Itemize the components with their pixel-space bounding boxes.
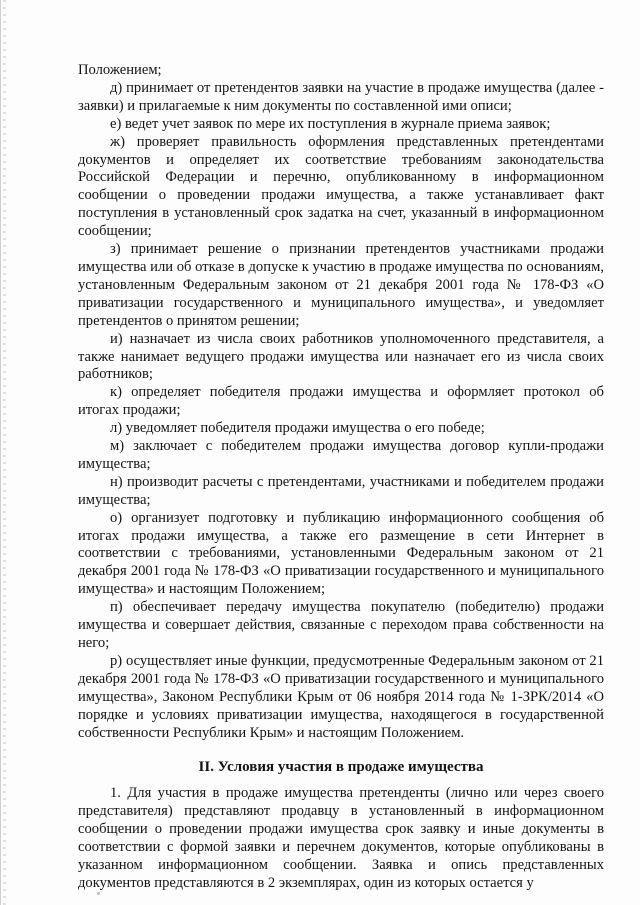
- paragraph: п) обеспечивает передачу имущества покупателю (победителю) продажи имущества и совершает действия, связанные с переходом права собственности на него;: [78, 599, 604, 651]
- section-heading: II. Условия участия в продаже имущества: [198, 759, 484, 776]
- paragraph: м) заключает с победителем продажи имущества договор купли-продажи имущества;: [78, 438, 604, 472]
- paragraph: н) производит расчеты с претендентами, участниками и победителем продажи имущества;: [78, 473, 604, 508]
- paragraph: о) организует подготовку и публикацию информационного сообщения об итогах продажи имущества, а также его размещение в сети Интернет в соответствии с требованиями, установленными Федеральным законом от 21 декабря 2001 года № 178-ФЗ «О приватизации государственного и муниципального имущества» и настоящим Положением;: [78, 509, 604, 598]
- paragraph: л) уведомляет победителя продажи имущества о его победе;: [110, 420, 485, 437]
- paragraph: и) назначает из числа своих работников уполномоченного представителя, а также нанимает ведущего продажи имущества или назначает его из числа своих работников;: [78, 330, 604, 383]
- scan-speck: [97, 892, 100, 895]
- paragraph: 1. Для участия в продаже имущества претенденты (лично или через своего представителя) представляют продавцу в установленный в информационном сообщении о проведении продажи имущества срок заявку и иные документы в соответствии с формой заявки и перечнем документов, которые опубликованы в указанном информационном сообщении. Заявка и опись представленных документов представляются в 2 экземплярах, один из которых остается у: [78, 785, 604, 891]
- paragraph: р) осуществляет иные функции, предусмотренные Федеральным законом от 21 декабря 2001 года № 178-ФЗ «О приватизации государственного и муниципального имущества», Законом Республики Крым от 06 ноября 2014 года № 1-ЗРК/2014 «О порядке и условиях приватизации имущества, находящегося в государственной собственности Республики Крым» и настоящим Положением.: [78, 652, 604, 741]
- document-body: [78, 62, 604, 893]
- paragraph: Положением;: [78, 62, 162, 78]
- paragraph: з) принимает решение о признании претендентов участниками продажи имущества или об отказе в допуске к участию в продаже имущества по основаниям, установленным Федеральным законом от 21 декабря 2001 года № 178-ФЗ «О приватизации государственного и муниципального имущества», и уведомляет претендентов о принятом решении;: [78, 241, 604, 329]
- paragraph: ж) проверяет правильность оформления представленных претендентами документов и определяет их соответствие требованиям законодательства Российской Федерации и перечню, опубликованному в информационном сообщении о проведении продажи имущества, а также устанавливает факт поступления в установленный срок задатка на счет, указанный в информационном сообщении;: [78, 133, 604, 240]
- paragraph: к) определяет победителя продажи имущества и оформляет протокол об итогах продажи;: [78, 384, 604, 419]
- paragraph: д) принимает от претендентов заявки на участие в продаже имущества (далее - заявки) и прилагаемые к ним документы по составленной ими описи;: [78, 79, 604, 114]
- paragraph: е) ведет учет заявок по мере их поступления в журнале приема заявок;: [110, 115, 551, 132]
- scan-edge-marks: [3, 0, 6, 905]
